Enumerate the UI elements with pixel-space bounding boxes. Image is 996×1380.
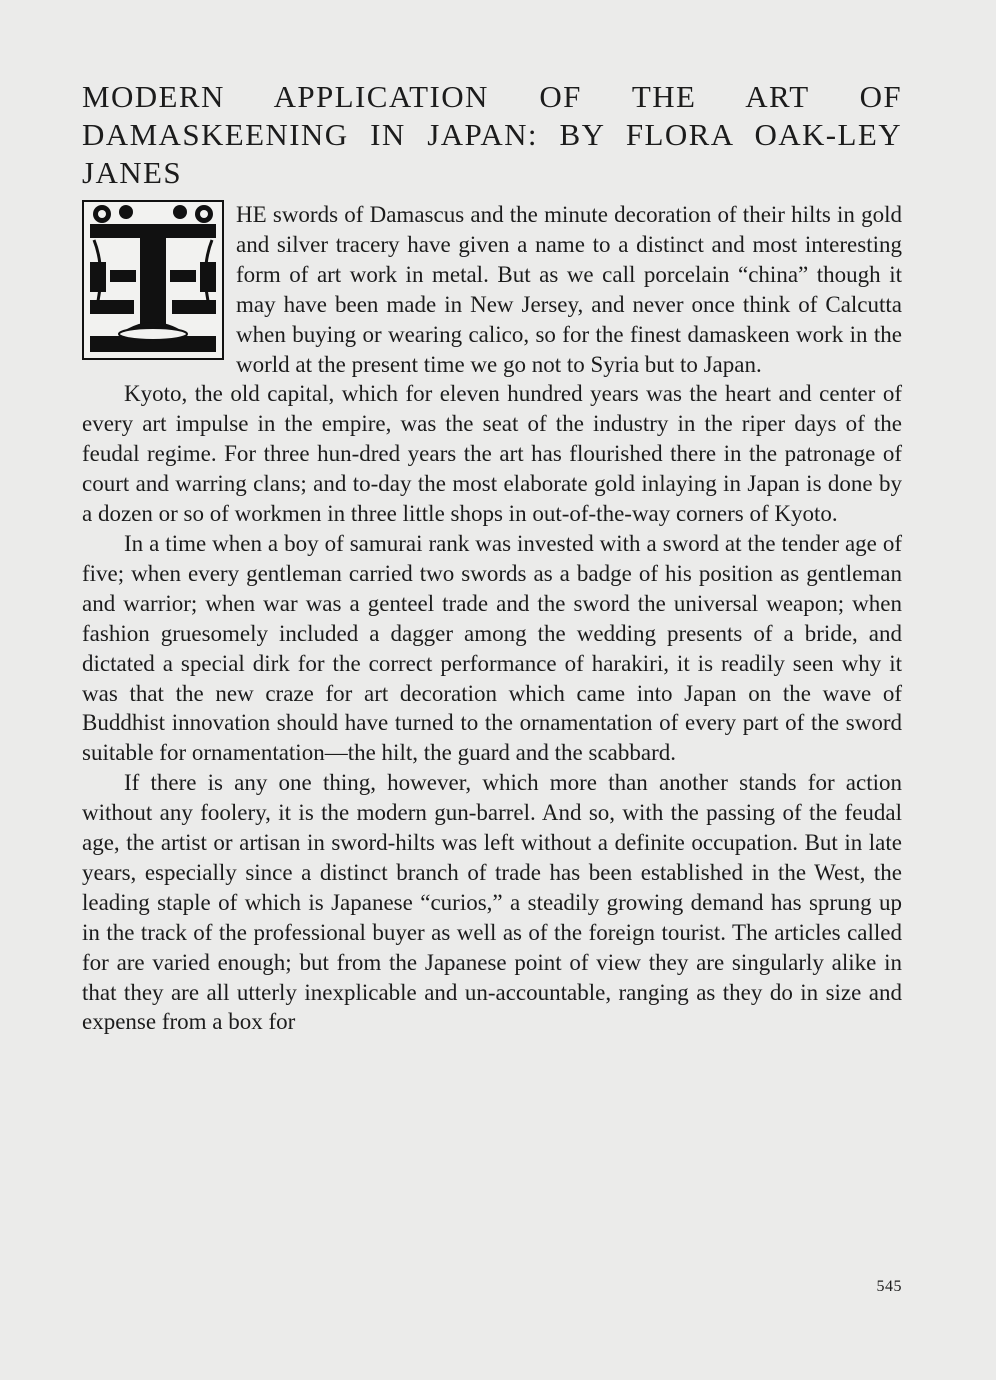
ornamental-drop-cap bbox=[82, 200, 224, 360]
paragraph-2: Kyoto, the old capital, which for eleven hundred years was the heart and center of every art impulse in the empire, was the seat of the industry in the riper days of the feudal regime. For three hun-dred years the art has flourished there in the patronage of court and warring clans; and to-day the most elaborate gold inlaying in Japan is done by a dozen or so of workmen in three little shops in out-of-the-way corners of Kyoto. bbox=[82, 381, 902, 527]
drop-cap-t-icon bbox=[82, 200, 224, 360]
article-page bbox=[82, 78, 902, 1037]
page-number: 545 bbox=[876, 1278, 902, 1295]
article-body bbox=[82, 200, 902, 1037]
paragraph-3: In a time when a boy of samurai rank was invested with a sword at the tender age of five; when every gentleman carried two swords as a badge of his position as gentleman and warrior; when war was a genteel trade and the sword the universal weapon; when fashion gruesomely included a dagger among the wedding presents of a bride, and dictated a special dirk for the correct performance of harakiri, it is readily seen why it was that the new craze for art decoration which came into Japan on the wave of Buddhist innovation should have turned to the ornamentation of every part of the sword suitable for ornamentation—the hilt, the guard and the scabbard. bbox=[82, 530, 902, 766]
paragraph-1: HE swords of Damascus and the minute decoration of their hilts in gold and silver tracery have given a name to a distinct and most interesting form of art work in metal. But as we call porcelain “china” though it may have been made in New Jersey, and never once think of Calcutta when buying or wearing calico, so for the finest damaskeen work in the world at the present time we go not to Syria but to Japan. bbox=[236, 202, 902, 377]
article-title: MODERN APPLICATION OF THE ART OF DAMASKEENING IN JAPAN: BY FLORA OAK-LEY JANES bbox=[82, 79, 902, 190]
paragraph-4: If there is any one thing, however, which more than another stands for action without any foolery, it is the modern gun-barrel. And so, with the passing of the feudal age, the artist or artisan in sword-hilts was left without a definite occupation. But in late years, especially since a distinct branch of trade has been established in the West, the leading staple of which is Japanese “curios,” a steadily growing demand has sprung up in the track of the professional buyer as well as of the foreign tourist. The articles called for are varied enough; but from the Japanese point of view they are singularly alike in that they are all utterly inexplicable and un-accountable, ranging as they do in size and expense from a box for bbox=[82, 770, 902, 1035]
